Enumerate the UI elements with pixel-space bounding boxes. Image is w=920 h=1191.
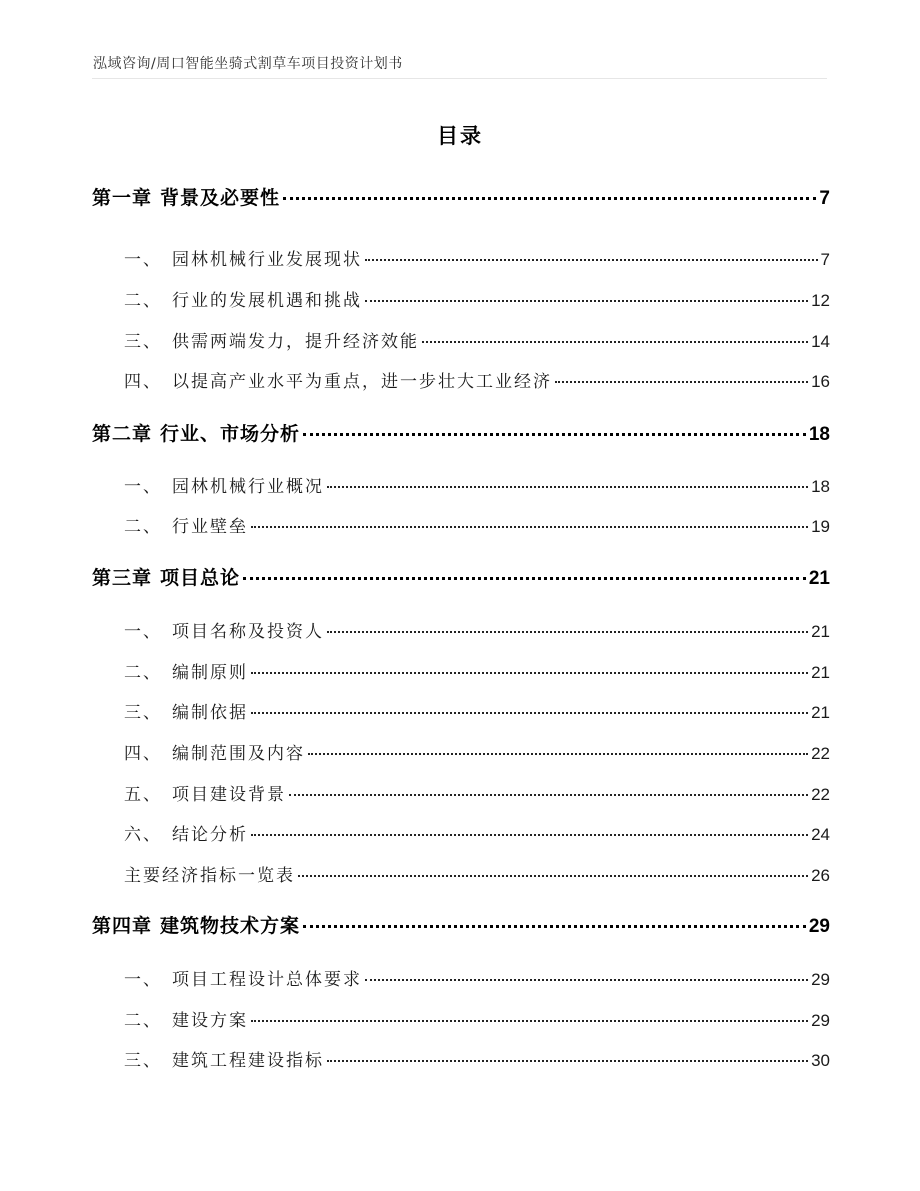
dot-leader: [251, 834, 808, 836]
dot-leader: [422, 341, 808, 343]
toc-entry-number: 一、: [124, 477, 162, 497]
toc-entry-label: 编制依据: [172, 703, 248, 723]
toc-chapter-3[interactable]: [92, 563, 830, 590]
toc-section-table[interactable]: [124, 861, 830, 886]
toc-section[interactable]: [124, 617, 830, 642]
dot-leader: [289, 794, 808, 796]
toc-chapter-4[interactable]: [92, 911, 830, 938]
toc-entry-label: 园林机械行业概况: [172, 477, 324, 497]
toc-entry-label: 行业、市场分析: [160, 423, 301, 445]
toc-entry-page: 18: [808, 424, 830, 445]
toc-entry-page: 22: [811, 744, 830, 763]
header-divider: [92, 78, 827, 79]
toc-entry-page: 14: [811, 332, 830, 351]
toc-entry-number: 第四章: [92, 915, 153, 937]
toc-entry-page: 21: [811, 703, 830, 722]
toc-entry-page: 26: [811, 866, 830, 885]
toc-entry-label: 项目工程设计总体要求: [172, 970, 362, 990]
dot-leader: [243, 577, 806, 580]
dot-leader: [298, 875, 808, 877]
toc-entry-page: 24: [811, 825, 830, 844]
dot-leader: [303, 925, 806, 928]
toc-entry-label: 以提高产业水平为重点，进一步壮大工业经济: [172, 372, 552, 392]
dot-leader: [251, 526, 808, 528]
toc-entry-label: 主要经济指标一览表: [124, 866, 295, 886]
dot-leader: [308, 753, 808, 755]
toc-entry-number: 二、: [124, 517, 162, 537]
toc-entry-number: 五、: [124, 785, 162, 805]
toc-entry-page: 12: [811, 291, 830, 310]
toc-section[interactable]: [124, 965, 830, 990]
toc-entry-page: 18: [811, 477, 830, 496]
toc-entry-label: 项目建设背景: [172, 785, 286, 805]
toc-chapter-2[interactable]: [92, 419, 830, 446]
toc-entry-label: 编制原则: [172, 663, 248, 683]
toc-entry-label: 建筑物技术方案: [160, 915, 301, 937]
toc-entry-label: 背景及必要性: [160, 187, 281, 209]
toc-entry-label: 项目总论: [160, 567, 241, 589]
toc-entry-number: 三、: [124, 332, 162, 352]
toc-section[interactable]: [124, 1006, 830, 1031]
toc-entry-number: 二、: [124, 1011, 162, 1031]
toc-section[interactable]: [124, 698, 830, 723]
toc-section[interactable]: [124, 472, 830, 497]
toc-entry-page: 29: [811, 1011, 830, 1030]
toc-section[interactable]: [124, 658, 830, 683]
running-header: 泓域咨询/周口智能坐骑式割草车项目投资计划书: [93, 56, 403, 72]
page-title: 目录: [437, 124, 483, 148]
dot-leader: [327, 1060, 808, 1062]
toc-entry-page: 16: [811, 372, 830, 391]
toc-entry-page: 7: [820, 250, 830, 269]
toc-entry-number: 四、: [124, 372, 162, 392]
toc-entry-label: 结论分析: [172, 825, 248, 845]
toc-entry-label: 供需两端发力，提升经济效能: [172, 332, 419, 352]
toc-section[interactable]: [124, 512, 830, 537]
dot-leader: [365, 300, 808, 302]
toc-entry-number: 一、: [124, 970, 162, 990]
toc-entry-page: 30: [811, 1051, 830, 1070]
toc-entry-number: 第三章: [92, 567, 153, 589]
toc-entry-number: 一、: [124, 622, 162, 642]
toc-entry-page: 21: [811, 663, 830, 682]
toc-entry-label: 建设方案: [172, 1011, 248, 1031]
toc-entry-page: 21: [808, 568, 830, 589]
toc-chapter-1[interactable]: [92, 183, 830, 210]
dot-leader: [251, 1020, 808, 1022]
toc-section[interactable]: [124, 1046, 830, 1071]
toc-section[interactable]: [124, 780, 830, 805]
toc-section[interactable]: [124, 739, 830, 764]
dot-leader: [365, 259, 818, 261]
toc-section[interactable]: [124, 327, 830, 352]
dot-leader: [251, 712, 808, 714]
toc-entry-number: 第二章: [92, 423, 153, 445]
toc-entry-number: 二、: [124, 663, 162, 683]
dot-leader: [283, 197, 816, 200]
toc-entry-label: 项目名称及投资人: [172, 622, 324, 642]
toc-entry-number: 二、: [124, 291, 162, 311]
toc-entry-number: 六、: [124, 825, 162, 845]
dot-leader: [327, 631, 808, 633]
toc-entry-label: 行业的发展机遇和挑战: [172, 291, 362, 311]
dot-leader: [365, 979, 808, 981]
dot-leader: [303, 433, 806, 436]
toc-section[interactable]: [124, 286, 830, 311]
toc-section[interactable]: [124, 367, 830, 392]
dot-leader: [327, 486, 808, 488]
dot-leader: [555, 381, 808, 383]
toc-entry-page: 29: [808, 916, 830, 937]
toc-entry-page: 19: [811, 517, 830, 536]
toc-entry-number: 第一章: [92, 187, 153, 209]
toc-entry-label: 行业壁垒: [172, 517, 248, 537]
toc-entry-label: 园林机械行业发展现状: [172, 250, 362, 270]
toc-entry-number: 一、: [124, 250, 162, 270]
dot-leader: [251, 672, 808, 674]
toc-entry-label: 编制范围及内容: [172, 744, 305, 764]
toc-entry-number: 三、: [124, 703, 162, 723]
toc-entry-number: 四、: [124, 744, 162, 764]
toc-section[interactable]: [124, 820, 830, 845]
toc-entry-number: 三、: [124, 1051, 162, 1071]
toc-entry-page: 21: [811, 622, 830, 641]
toc-entry-page: 22: [811, 785, 830, 804]
toc-entry-label: 建筑工程建设指标: [172, 1051, 324, 1071]
toc-entry-page: 29: [811, 970, 830, 989]
toc-entry-page: 7: [819, 188, 830, 209]
toc-section[interactable]: [124, 245, 830, 270]
